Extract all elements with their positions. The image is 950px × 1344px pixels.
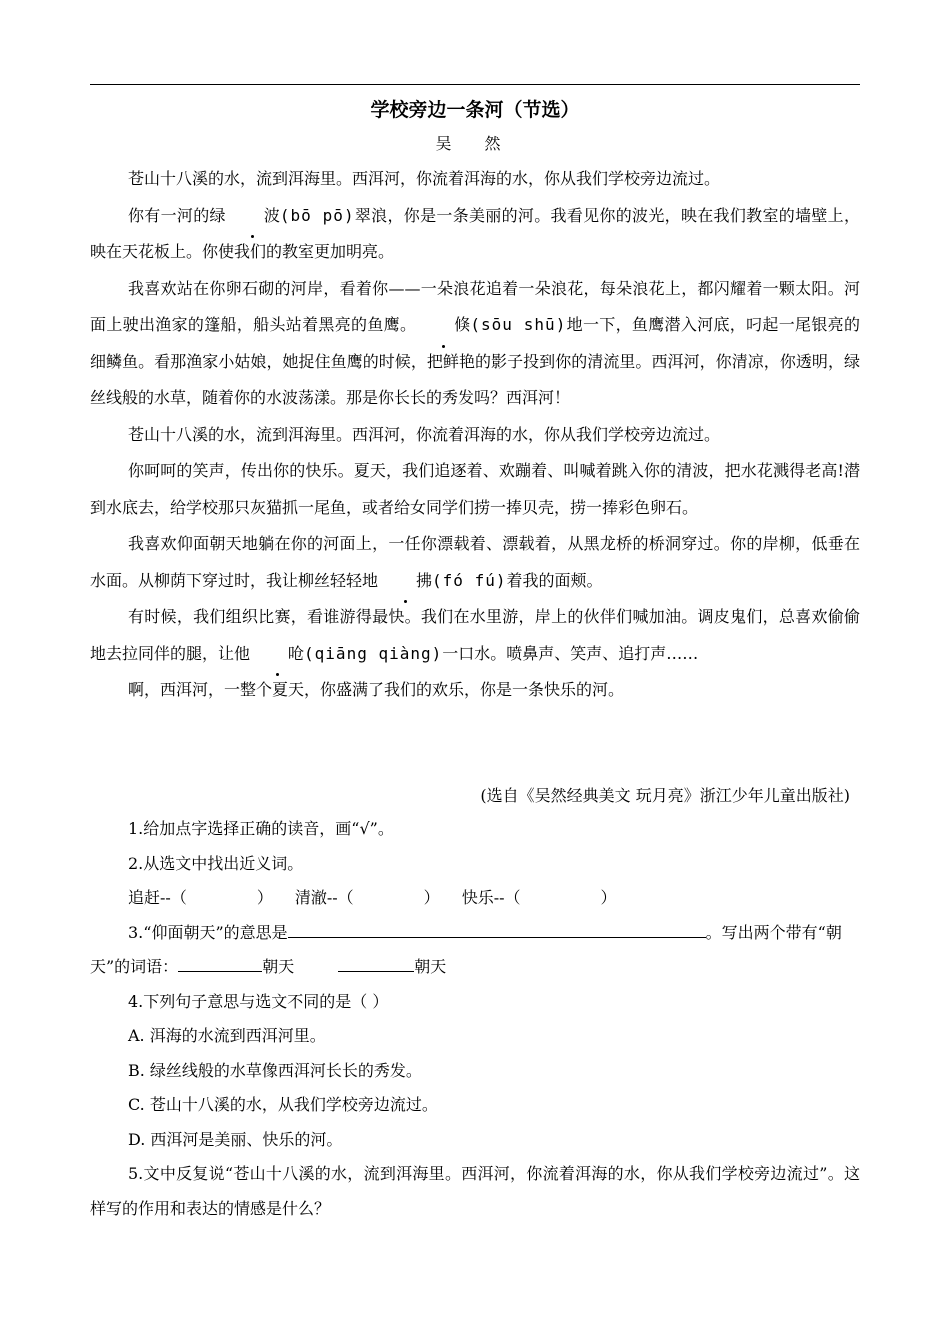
source-line (90, 782, 860, 810)
question-4: 4.下列句子意思与选文不同的是（ ） (128, 991, 389, 1011)
paragraph-2: 你有一河的绿 波(bō pō)翠浪，你是一条美丽的河。我看见你的波光，映在我们教室的墙壁上，映在天花板上。你使我们的教室更加明亮。 (90, 198, 860, 271)
article-body (90, 161, 860, 709)
question-5: 5.文中反复说“苍山十八溪的水，流到洱海里。西洱河，你流着洱海的水，你从我们学校旁边流过”。这样写的作用和表达的情感是什么？ (90, 1164, 860, 1218)
dotted-char: 波 (226, 198, 280, 235)
answer-blank[interactable] (338, 953, 414, 972)
paragraph-3: 我喜欢站在你卵石砌的河岸，看着你——一朵浪花追着一朵浪花，每朵浪花上，都闪耀着一颗太阳。河面上驶出渔家的篷船，船头站着黑亮的鱼鹰。 倏(sōu shū)地一下，鱼鹰潜入河底，叼起一尾银亮的细鳞鱼。看那渔家小姑娘，她捉住鱼鹰的时候，把鲜艳的影子投到你的清流里。西洱河，你清凉，你透明，绿丝线般的水草，随着你的水波荡漾。那是你长长的秀发吗？西洱河！ (90, 278, 860, 407)
question-3: 3.“仰面朝天”的意思是 。写出两个带有“朝天”的词语： 朝天 朝天 (90, 916, 860, 985)
answer-blank[interactable] (178, 953, 262, 972)
paragraph-5: 你呵呵的笑声，传出你的快乐。夏天，我们追逐着、欢蹦着、叫喊着跳入你的清波，把水花溅得老高!潜到水底去，给学校那只灰猫抓一尾鱼，或者给女同学们捞一捧贝壳，捞一捧彩色卵石。 (90, 461, 860, 517)
article-author: 吴 然 (435, 134, 515, 153)
question-2-answers: 追赶--（ ） 清澈--（ ） 快乐--（ ） (128, 888, 617, 907)
paragraph-6: 我喜欢仰面朝天地躺在你的河面上，一任你漂载着、漂载着，从黑龙桥的桥洞穿过。你的岸柳，低垂在水面。从柳荫下穿过时，我让柳丝轻轻地 拂(fó fú)着我的面颊。 (90, 526, 860, 599)
answer-blank[interactable] (288, 919, 706, 938)
top-rule (90, 84, 860, 85)
question-4-option-b: B. 绿丝线般的水草像西洱河长长的秀发。 (128, 1060, 422, 1080)
dotted-char: 倏 (416, 307, 470, 344)
source-citation: (选自《吴然经典美文 玩月亮》浙江少年儿童出版社) (480, 786, 850, 805)
paragraph-1: 苍山十八溪的水，流到洱海里。西洱河，你流着洱海的水，你从我们学校旁边流过。 (128, 169, 721, 188)
pinyin-options: (sōu shū) (470, 315, 567, 334)
questions-section (90, 812, 860, 1226)
dotted-char: 拂 (378, 563, 432, 600)
paragraph-4: 苍山十八溪的水，流到洱海里。西洱河，你流着洱海的水，你从我们学校旁边流过。 (128, 424, 721, 444)
pinyin-options: (fó fú) (432, 570, 507, 590)
dotted-char: 呛 (250, 636, 304, 673)
article-title: 学校旁边一条河（节选） (370, 99, 580, 121)
question-4-option-c: C. 苍山十八溪的水，从我们学校旁边流过。 (128, 1095, 438, 1114)
paragraph-7: 有时候，我们组织比赛，看谁游得最快。我们在水里游，岸上的伙伴们喊加油。调皮鬼们，总喜欢偷偷地去拉同伴的腿，让他 呛(qiāng qiàng)一口水。喷鼻声、笑声、追打声…… (90, 599, 860, 672)
pinyin-options: (bō pō) (279, 205, 355, 225)
question-1: 1.给加点字选择正确的读音，画“√”。 (128, 819, 394, 838)
pinyin-options: (qiāng qiàng) (304, 643, 443, 663)
question-4-option-d: D. 西洱河是美丽、快乐的河。 (128, 1129, 343, 1149)
paragraph-8: 啊，西洱河，一整个夏天，你盛满了我们的欢乐，你是一条快乐的河。 (128, 680, 625, 699)
question-2: 2.从选文中找出近义词。 (128, 853, 304, 873)
question-4-option-a: A. 洱海的水流到西洱河里。 (128, 1026, 326, 1045)
